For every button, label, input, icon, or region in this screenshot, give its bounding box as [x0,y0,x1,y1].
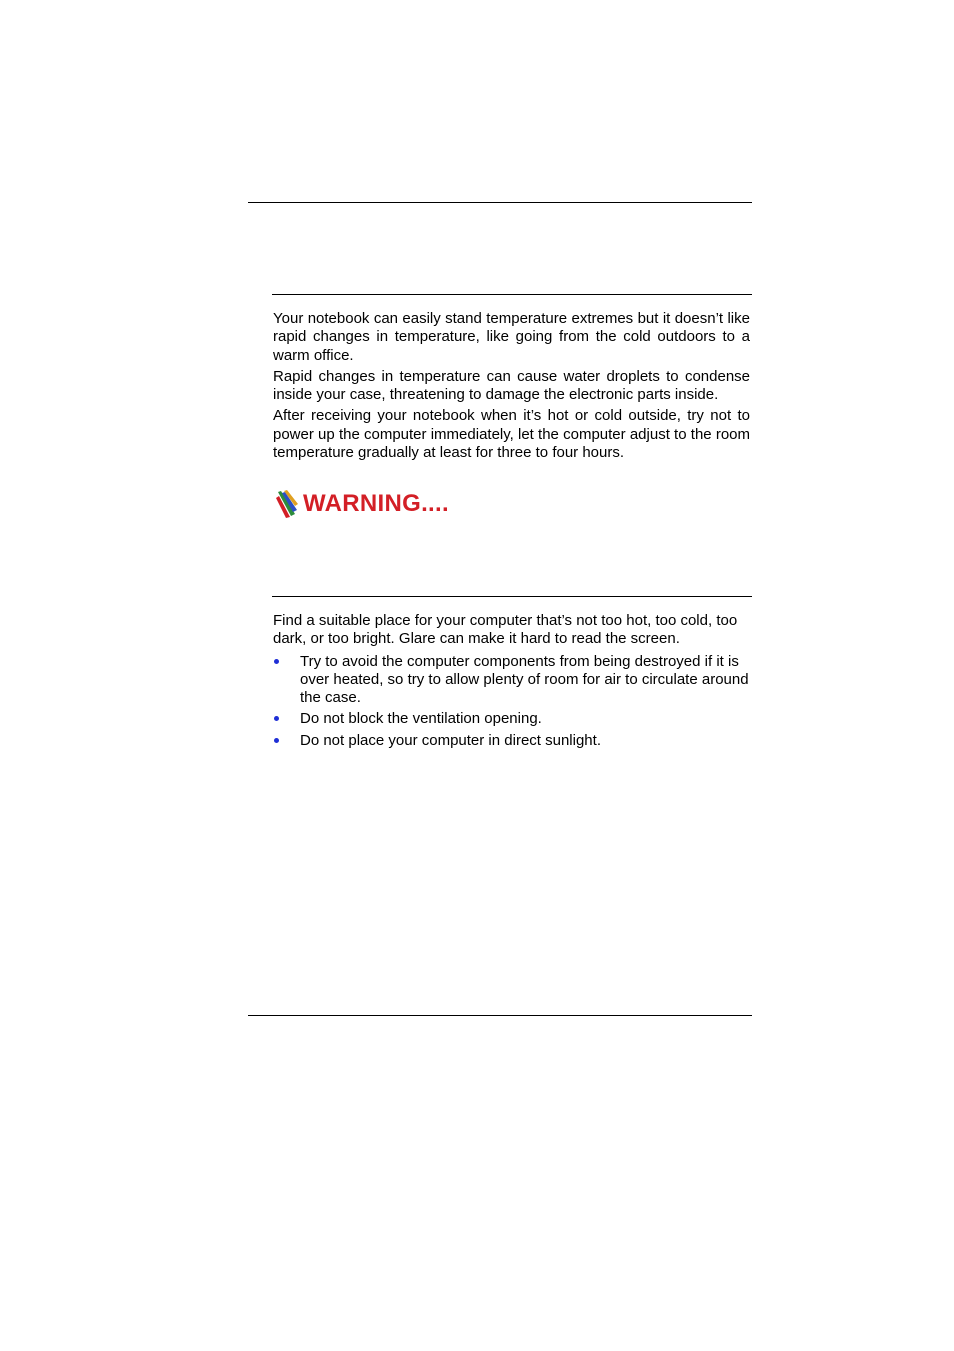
footer-rule [248,1015,752,1016]
paragraph: Rapid changes in temperature can cause water droplets to condense inside your case, threatening to damage the electronic parts inside. [273,367,750,404]
bullet-list [273,653,750,750]
paragraph: After receiving your notebook when it’s hot or cold outside, try not to power up the computer immediately, let the computer adjust to the room temperature gradually at least for three to four hours. [273,407,750,462]
paragraph: Your notebook can easily stand temperature extremes but it doesn’t like rapid changes in temperature, like going from the cold outdoors to a warm office. [273,310,750,364]
temperature-section [273,310,750,465]
list-item-text: Try to avoid the computer components from being destroyed if it is over heated, so try to allow plenty of room for air to circulate around the case. [300,652,749,707]
bullet-dot-icon [274,716,279,721]
list-item-text: Do not block the ventilation opening. [300,710,542,728]
header-rule [248,202,752,203]
list-item [273,710,750,728]
warning-label: WARNING.... [303,490,449,517]
list-item-text: Do not place your computer in direct sunlight. [300,731,601,749]
warning-banner [275,488,449,520]
list-item [273,653,750,708]
location-section [273,612,750,753]
paragraph: Find a suitable place for your computer that’s not too hot, too cold, too dark, or too bright. Glare can make it hard to read the screen. [273,612,738,648]
section-rule-temperature [272,294,752,295]
bullet-dot-icon [274,659,279,664]
section-rule-location [272,596,752,597]
list-item [273,732,750,750]
warning-pencils-icon [275,490,299,518]
bullet-dot-icon [274,738,279,743]
